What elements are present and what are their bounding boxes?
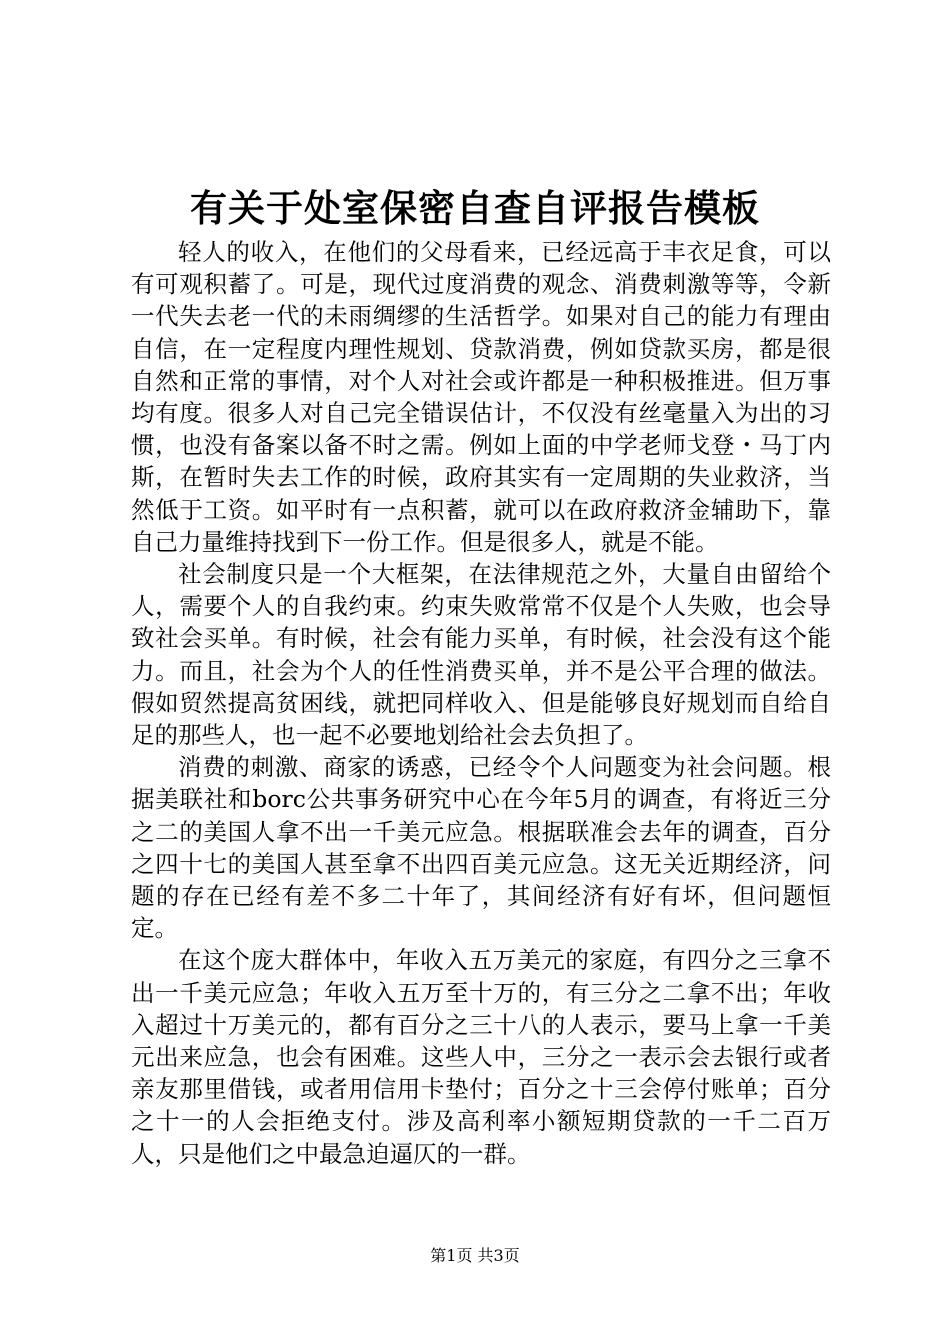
- paragraph-4: 在这个庞大群体中，年收入五万美元的家庭，有四分之三拿不出一千美元应急；年收入五万至十万的，有三分之二拿不出；年收入超过十万美元的，都有百分之三十八的人表示，要马上拿一千美元出来应急，也会有困难。这些人中，三分之一表示会去银行或者亲友那里借钱，或者用信用卡垫付；百分之十三会停付账单；百分之十一的人会拒绝支付。涉及高利率小额短期贷款的一千二百万人，只是他们之中最急迫逼仄的一群。: [131, 946, 831, 1168]
- paragraph-2: 社会制度只是一个大框架，在法律规范之外，大量自由留给个人，需要个人的自我约束。约束失败常常不仅是个人失败，也会导致社会买单。有时候，社会有能力买单，有时候，社会没有这个能力。而且，社会为个人的任性消费买单，并不是公平合理的做法。假如贸然提高贫困线，就把同样收入、但是能够良好规划而自给自足的那些人，也一起不必要地划给社会去负担了。: [131, 560, 831, 750]
- paragraph-3: 消费的刺激、商家的诱惑，已经令个人问题变为社会问题。根据美联社和borc公共事务研究中心在今年5月的调查，有将近三分之二的美国人拿不出一千美元应急。根据联准会去年的调查，百分之四十七的美国人甚至拿不出四百美元应急。这无关近期经济，问题的存在已经有差不多二十年了，其间经济有好有坏，但问题恒定。: [131, 753, 831, 943]
- page-number-footer: 第1页 共3页: [430, 1246, 520, 1265]
- document-body: [131, 236, 831, 1170]
- paragraph-1: 轻人的收入，在他们的父母看来，已经远高于丰衣足食，可以有可观积蓄了。可是，现代过度消费的观念、消费刺激等等，令新一代失去老一代的未雨绸缪的生活哲学。如果对自己的能力有理由自信，在一定程度内理性规划、贷款消费，例如贷款买房，都是很自然和正常的事情，对个人对社会或许都是一种积极推进。但万事均有度。很多人对自己完全错误估计，不仅没有丝毫量入为出的习惯，也没有备案以备不时之需。例如上面的中学老师戈登・马丁内斯，在暂时失去工作的时候，政府其实有一定周期的失业救济，当然低于工资。如平时有一点积蓄，就可以在政府救济金辅助下，靠自己力量维持找到下一份工作。但是很多人，就是不能。: [131, 238, 831, 556]
- document-title: 有关于处室保密自查自评报告模板: [190, 186, 760, 230]
